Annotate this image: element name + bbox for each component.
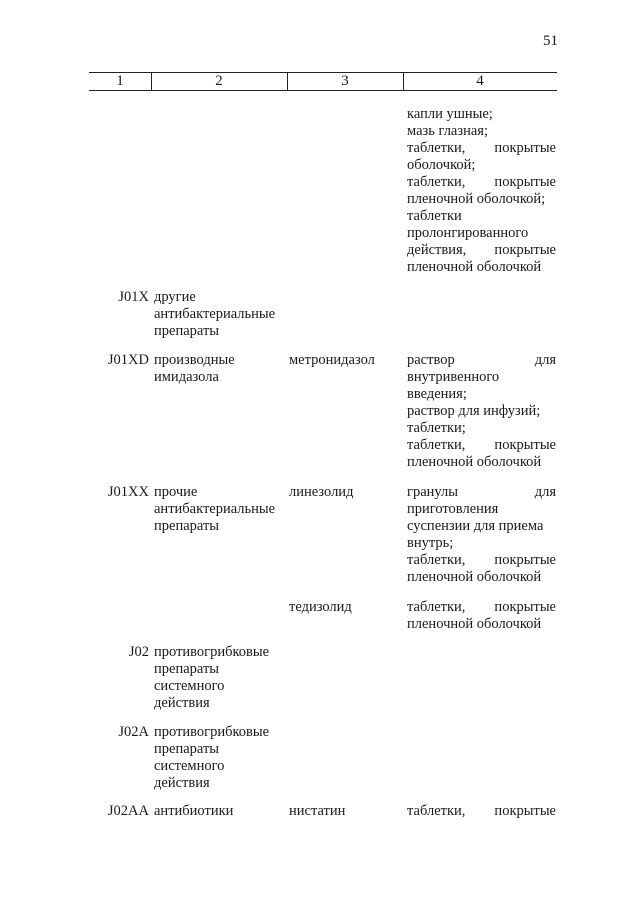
atc-code: J01X: [118, 289, 149, 305]
dosage-form: [407, 599, 556, 633]
dosage-form-line: таблетки, покрытые: [407, 437, 556, 453]
substance-name-line: метронидазол: [289, 352, 375, 368]
group-name: [154, 803, 286, 820]
dosage-form-line: капли ушные;: [407, 106, 493, 122]
dosage-form: [407, 484, 556, 586]
header-col-2: 2: [215, 73, 223, 89]
dosage-form: [407, 803, 556, 820]
group-name-line: противогрибковые: [154, 724, 270, 740]
dosage-form-line: таблетки, покрытые: [407, 174, 556, 190]
atc-code: J02A: [118, 724, 149, 740]
group-name: [154, 352, 286, 386]
dosage-form-line: таблетки, покрытые: [407, 599, 556, 615]
group-name-line: другие: [154, 289, 196, 305]
header-col-1: 1: [116, 73, 124, 89]
dosage-form-line: таблетки, покрытые: [407, 803, 556, 819]
group-name-line: антибиотики: [154, 803, 234, 819]
substance-name: [289, 803, 401, 820]
dosage-form-line: оболочкой;: [407, 157, 476, 173]
dosage-form-line: внутривенного: [407, 369, 500, 385]
group-name-line: имидазола: [154, 369, 219, 385]
dosage-form-line: приготовления: [407, 501, 499, 517]
group-name: [154, 644, 286, 712]
substance-name-line: линезолид: [289, 484, 354, 500]
group-name-line: антибактериальные: [154, 306, 276, 322]
dosage-form-line: суспензии для приема: [407, 518, 544, 534]
dosage-form-line: гранулы для: [407, 484, 556, 500]
header-col-3: 3: [341, 73, 349, 89]
substance-name: [289, 352, 401, 369]
group-name-line: противогрибковые: [154, 644, 270, 660]
group-name: [154, 289, 286, 340]
dosage-form-line: мазь глазная;: [407, 123, 488, 139]
group-name: [154, 484, 286, 535]
substance-name-line: тедизолид: [289, 599, 352, 615]
dosage-form-line: пленочной оболочкой: [407, 259, 542, 275]
dosage-form-line: таблетки: [407, 208, 462, 224]
dosage-form-line: таблетки, покрытые: [407, 552, 556, 568]
table-header: [89, 72, 557, 91]
dosage-form-line: таблетки;: [407, 420, 466, 436]
group-name-line: системного: [154, 758, 225, 774]
dosage-form-line: введения;: [407, 386, 467, 402]
dosage-form-line: внутрь;: [407, 535, 454, 551]
atc-code: J01XD: [107, 352, 149, 368]
dosage-form-line: пролонгированного: [407, 225, 529, 241]
dosage-form-line: раствор для: [407, 352, 556, 368]
group-name: [154, 724, 286, 792]
atc-code: J02: [128, 644, 149, 660]
substance-name: [289, 599, 401, 616]
header-col-4: 4: [476, 73, 484, 89]
substance-name: [289, 484, 401, 501]
atc-code: J01XX: [107, 484, 149, 500]
atc-code: J02AA: [107, 803, 149, 819]
group-name-line: препараты: [154, 323, 220, 339]
group-name-line: препараты: [154, 518, 220, 534]
page-number: 51: [543, 33, 558, 49]
substance-name-line: нистатин: [289, 803, 346, 819]
dosage-form-line: пленочной оболочкой;: [407, 191, 546, 207]
group-name-line: системного: [154, 678, 225, 694]
group-name-line: действия: [154, 695, 210, 711]
group-name-line: производные: [154, 352, 235, 368]
dosage-form-line: действия, покрытые: [407, 242, 556, 258]
dosage-form-line: пленочной оболочкой: [407, 616, 542, 632]
dosage-form-line: раствор для инфузий;: [407, 403, 541, 419]
group-name-line: препараты: [154, 661, 220, 677]
group-name-line: действия: [154, 775, 210, 791]
group-name-line: прочие: [154, 484, 198, 500]
dosage-form: [407, 352, 556, 471]
dosage-form-line: пленочной оболочкой: [407, 454, 542, 470]
dosage-form-line: пленочной оболочкой: [407, 569, 542, 585]
dosage-form-line: таблетки, покрытые: [407, 140, 556, 156]
group-name-line: препараты: [154, 741, 220, 757]
group-name-line: антибактериальные: [154, 501, 276, 517]
dosage-form: [407, 106, 556, 276]
